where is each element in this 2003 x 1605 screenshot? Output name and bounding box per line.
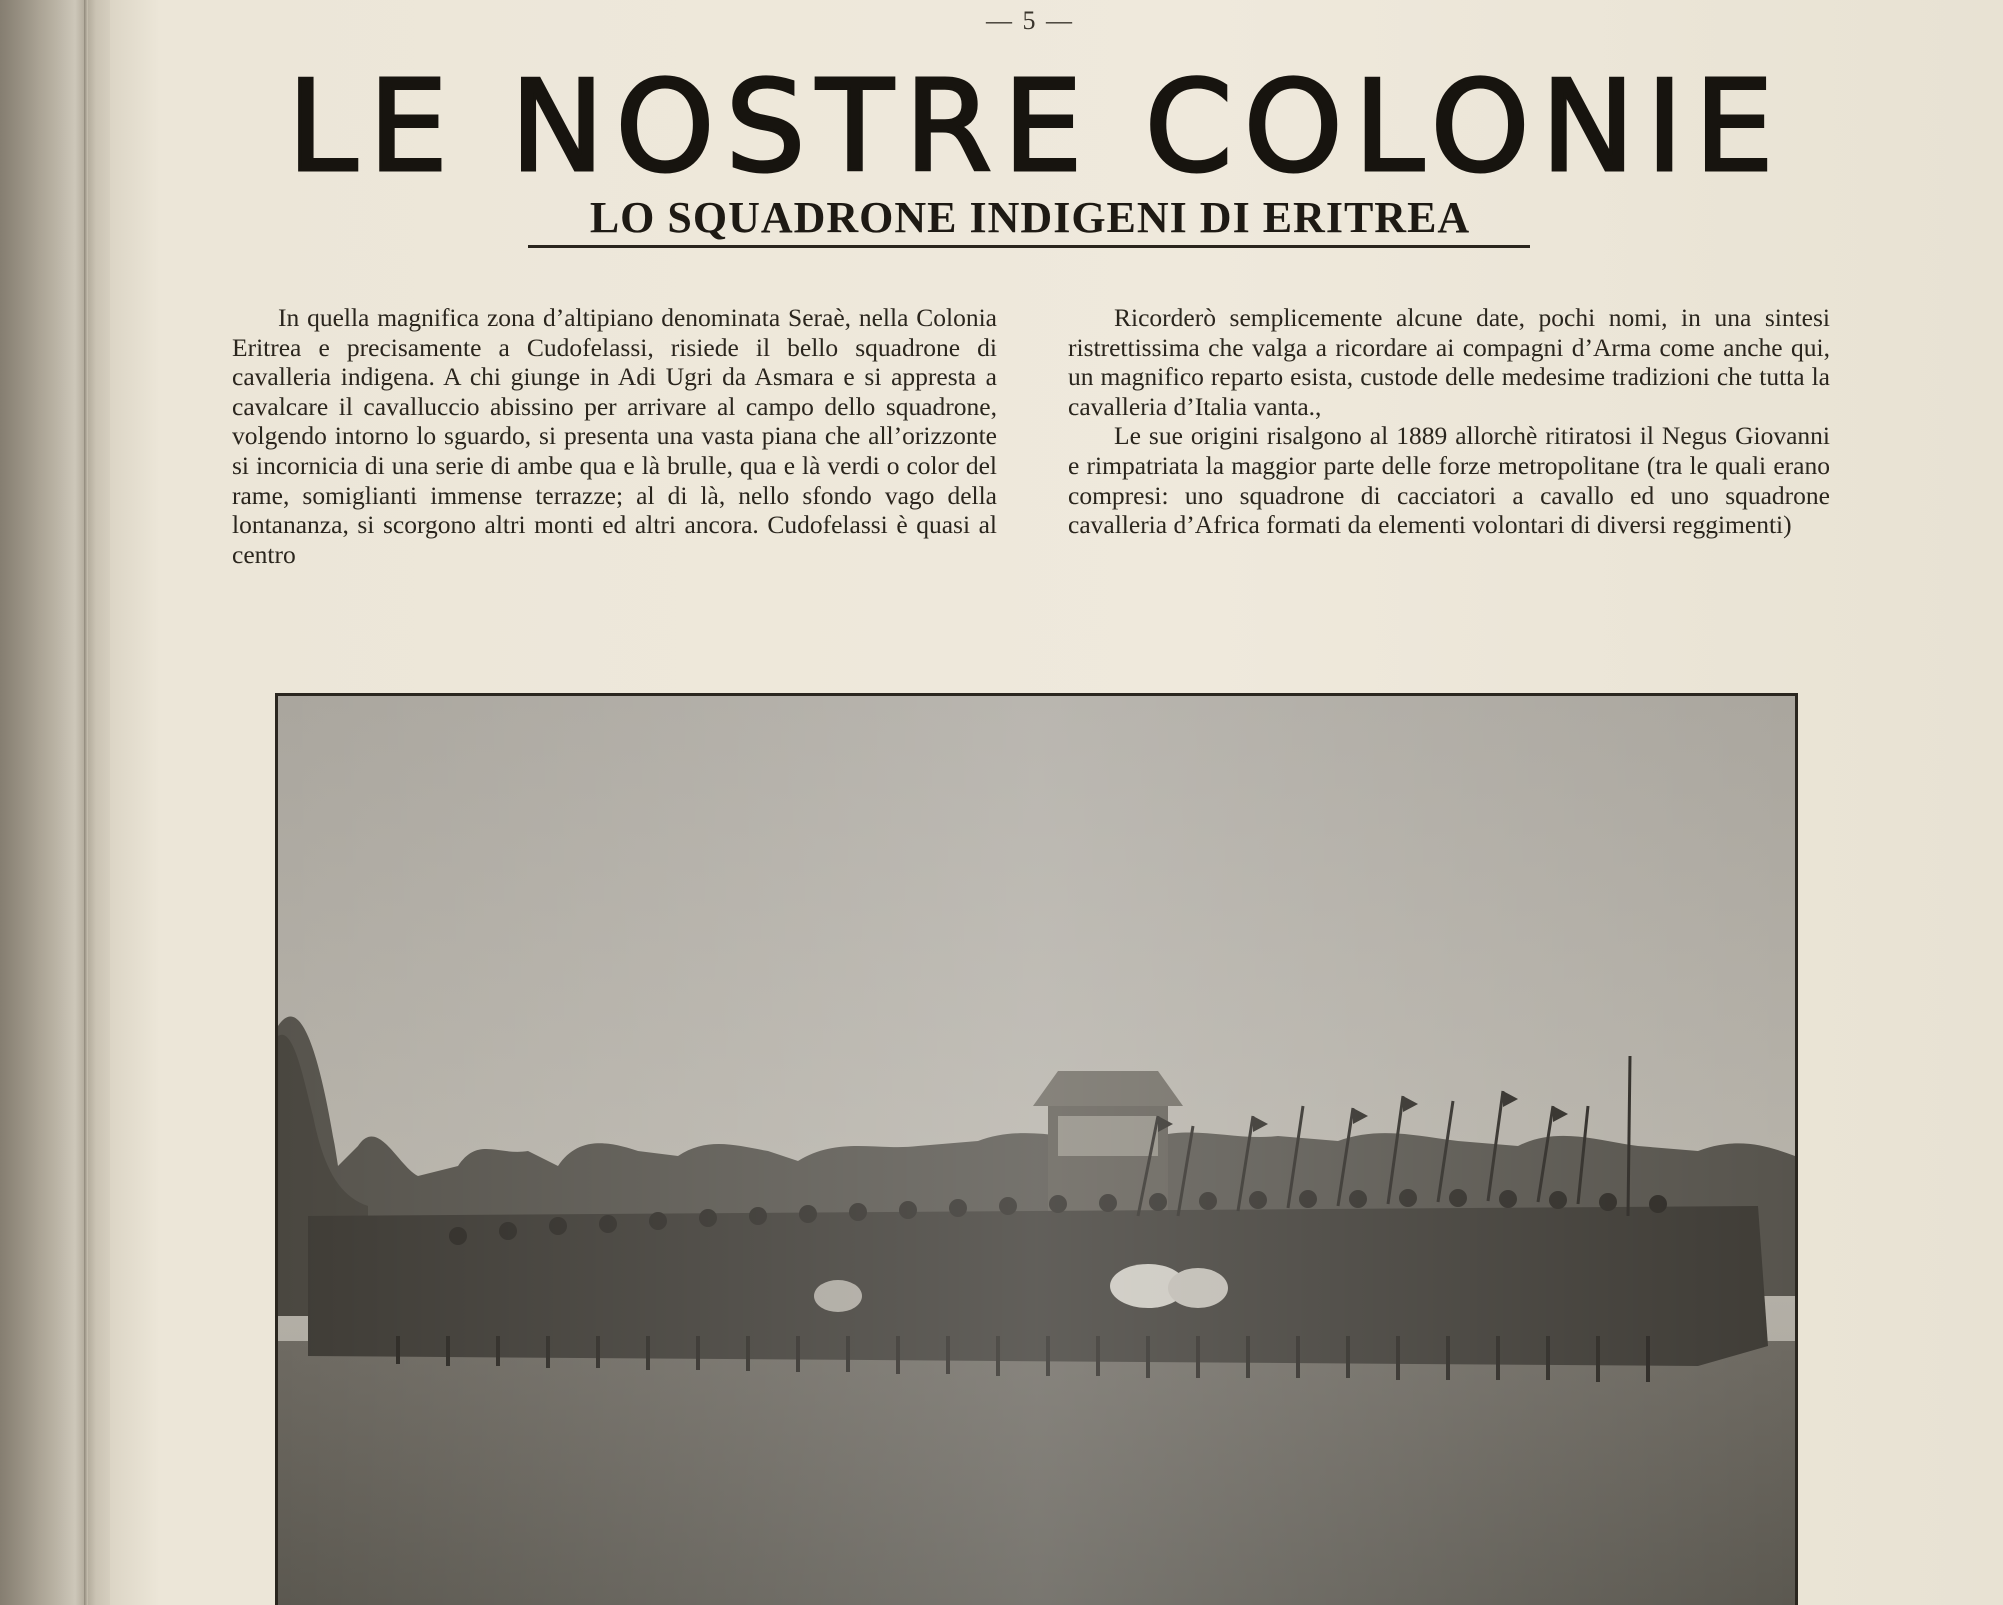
page-fold bbox=[84, 0, 88, 1605]
article-subtitle: LO SQUADRONE INDIGENI DI ERITREA bbox=[589, 193, 1471, 242]
cavalry-photo-image bbox=[278, 696, 1795, 1605]
paragraph: Ricorderò semplicemente alcune date, pochi nomi, in una sintesi ristrettissima che valga a ricordare ai compagni d’Arma come anche qui, un magnifico reparto esista, custode delle medesime tradizioni che tutta la cavalleria d’Italia vanta., bbox=[1068, 303, 1830, 421]
page-title: LE NOSTRE COLONIE bbox=[287, 53, 1785, 200]
paragraph: Le sue origini risalgono al 1889 allorchè ritiratosi il Negus Giovanni e rimpatriata la maggior parte delle forze metropolitane (tra le quali erano compresi: uno squadrone di cacciatori a cavallo ed uno squadrone cavalleria d’Africa formati da elementi volontari di diversi reggimenti) bbox=[1068, 421, 1830, 540]
page-number: — 5 — bbox=[986, 6, 1074, 35]
article-column-left bbox=[232, 303, 997, 569]
binding-shadow bbox=[0, 0, 110, 1605]
cavalry-photo bbox=[275, 693, 1798, 1605]
article-column-right bbox=[1068, 303, 1830, 540]
subtitle-underline bbox=[528, 245, 1530, 248]
paragraph: In quella magnifica zona d’altipiano denominata Seraè, nella Colonia Eritrea e precisamente a Cudofelassi, risiede il bello squadrone di cavalleria indigena. A chi giunge in Adi Ugri da Asmara e si appresta a cavalcare il cavalluccio abissino per arrivare al campo dello squadrone, volgendo intorno lo sguardo, si presenta una vasta piana che all’orizzonte si incornicia di una serie di ambe qua e là brulle, qua e là verdi o color del rame, somiglianti immense terrazze; al di là, nello sfondo vago della lontananza, si scorgono altri monti ed altri ancora. Cudofelassi è quasi al centro bbox=[232, 303, 997, 569]
